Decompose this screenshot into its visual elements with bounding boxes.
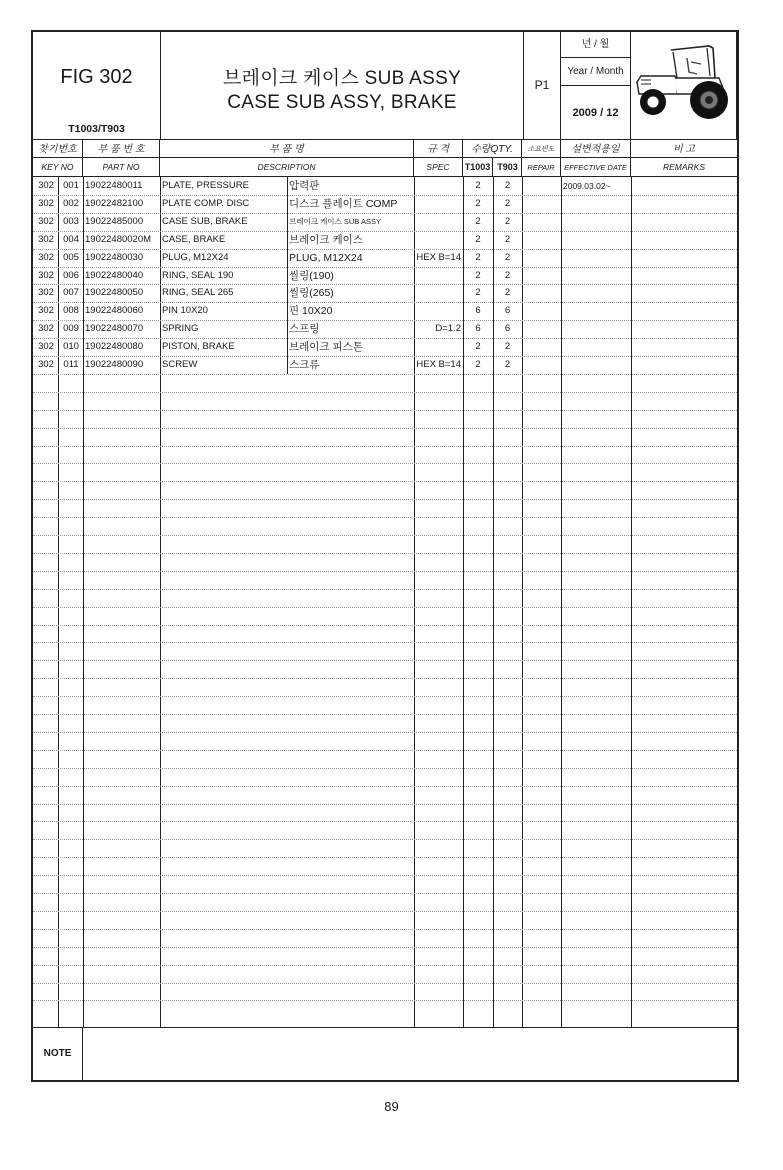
cell-remarks [633, 195, 737, 213]
row-divider [33, 625, 737, 626]
cell-spec [414, 302, 463, 320]
cell-fig: 302 [38, 305, 54, 317]
cell-q1: 6 [475, 323, 481, 335]
col-part-no-en: PART NO [102, 162, 140, 172]
col-description-ko: 부 품 명 [160, 142, 413, 158]
col-quantity [463, 140, 522, 176]
cell-spec: HEX B=14 [416, 251, 461, 263]
col-description-en: DESCRIPTION [257, 162, 316, 172]
col-repair-ko: 소요빈도 [522, 142, 560, 158]
cell-remarks [633, 249, 737, 267]
cell-q1: 2 [475, 180, 481, 191]
cell-desc-en: PLATE COMP. DISC [162, 197, 250, 209]
row-divider [33, 660, 737, 661]
row-divider [33, 714, 737, 715]
col-remarks-ko: 비 고 [631, 142, 737, 158]
cell-repair [522, 267, 561, 285]
cell-key: 004 [63, 233, 79, 245]
cell-spec [414, 177, 463, 195]
table-row [33, 249, 737, 267]
cell-remarks [633, 356, 737, 374]
column-header-row [33, 140, 737, 177]
cell-spec [414, 338, 463, 356]
row-divider [33, 589, 737, 590]
row-divider [33, 481, 737, 482]
row-divider [33, 947, 737, 948]
row-divider [33, 821, 737, 822]
row-divider [33, 517, 737, 518]
cell-effective [563, 338, 631, 356]
col-key-no-ko: 찾기번호 [33, 142, 82, 158]
col-remarks [631, 140, 737, 176]
cell-fig: 302 [38, 323, 54, 335]
cell-fig: 302 [38, 180, 54, 191]
cell-spec [414, 284, 463, 302]
col-key-no-en: KEY NO [41, 162, 74, 172]
year-month-label-ko: 년 / 월 [561, 32, 630, 58]
cell-part: 19022480070 [85, 323, 144, 335]
col-effective-en: EFFECTIVE DATE [564, 163, 627, 172]
row-divider [33, 1000, 737, 1001]
cell-q2: 2 [504, 341, 511, 353]
cell-desc-en: CASE, BRAKE [162, 233, 226, 245]
cell-effective [563, 231, 631, 249]
col-spec-en: SPEC [426, 162, 450, 172]
row-divider [33, 571, 737, 572]
table-row [33, 338, 737, 356]
cell-fig: 302 [38, 269, 54, 281]
cell-q1: 2 [475, 233, 481, 245]
cell-remarks [633, 302, 737, 320]
cell-key: 011 [63, 359, 79, 370]
page-code: P1 [534, 78, 550, 92]
cell-fig: 302 [38, 287, 54, 299]
cell-desc-en: PLUG, M12X24 [162, 251, 229, 263]
note-area [33, 1027, 737, 1080]
row-divider [33, 911, 737, 912]
cell-desc-ko: 씰링(190) [289, 269, 334, 282]
col-spec [414, 140, 463, 176]
cell-repair [522, 177, 561, 195]
cell-fig: 302 [38, 341, 54, 353]
cell-key: 005 [63, 251, 79, 263]
title-cell [161, 32, 524, 139]
cell-desc-en: SPRING [162, 323, 199, 335]
cell-q2: 6 [504, 305, 511, 317]
col-repair-en: REPAIR [527, 163, 555, 172]
cell-desc-ko: 브레이크 피스톤 [289, 341, 363, 354]
cell-repair [522, 338, 561, 356]
cell-repair [522, 195, 561, 213]
row-divider [33, 732, 737, 733]
row-divider [33, 446, 737, 447]
cell-desc-ko: PLUG, M12X24 [289, 251, 363, 264]
cell-spec [414, 195, 463, 213]
cell-desc-en: SCREW [162, 359, 198, 370]
cell-desc-ko: 브레이크 케이스 SUB ASSY [289, 216, 381, 226]
row-divider [33, 750, 737, 751]
year-month-value: 2009 / 12 [572, 107, 619, 119]
cell-q2: 2 [504, 197, 511, 209]
cell-key: 001 [63, 180, 79, 191]
row-divider [33, 983, 737, 984]
cell-remarks [633, 320, 737, 338]
year-month-label-en: Year / Month [561, 58, 630, 86]
cell-repair [522, 213, 561, 231]
cell-q2: 2 [504, 233, 511, 245]
cell-repair [522, 320, 561, 338]
table-row [33, 284, 737, 302]
cell-fig: 302 [38, 251, 54, 263]
cell-repair [522, 231, 561, 249]
cell-q2: 2 [504, 251, 511, 263]
cell-key: 009 [63, 323, 79, 335]
cell-q2: 6 [504, 323, 511, 335]
cell-q1: 2 [475, 251, 481, 263]
row-divider [33, 893, 737, 894]
col-effective-date [561, 140, 631, 176]
row-divider [33, 642, 737, 643]
col-quantity-ko: 수량QTY. [463, 142, 521, 158]
cell-part: 19022485000 [85, 215, 144, 227]
table-row [33, 213, 737, 231]
cell-desc-ko: 스크류 [289, 359, 320, 371]
cell-remarks [633, 231, 737, 249]
cell-remarks [633, 177, 737, 195]
tractor-icon [631, 32, 737, 140]
table-row [33, 320, 737, 338]
table-row [33, 177, 737, 195]
col-part-no-ko: 부 품 번 호 [83, 142, 159, 158]
row-divider [33, 374, 737, 375]
col-spec-ko: 규 격 [414, 142, 462, 158]
cell-q2: 2 [504, 269, 511, 281]
cell-desc-ko: 브레이크 케이스 [289, 233, 363, 246]
cell-q1: 2 [475, 341, 481, 353]
cell-q1: 2 [475, 215, 481, 227]
row-divider [33, 804, 737, 805]
cell-effective [563, 195, 631, 213]
note-label: NOTE [33, 1028, 83, 1080]
cell-desc-en: CASE SUB, BRAKE [162, 215, 248, 227]
col-remarks-en: REMARKS [662, 162, 706, 172]
cell-key: 010 [63, 341, 79, 353]
cell-part: 19022480011 [85, 180, 143, 191]
col-repair [522, 140, 561, 176]
cell-part: 19022480040 [85, 269, 144, 281]
row-divider [33, 428, 737, 429]
cell-repair [522, 249, 561, 267]
row-divider [33, 392, 737, 393]
row-divider [33, 553, 737, 554]
row-divider [33, 535, 737, 536]
cell-part: 19022480060 [85, 305, 144, 317]
cell-q2: 2 [504, 287, 511, 299]
col-part-no [83, 140, 160, 176]
cell-repair [522, 302, 561, 320]
cell-desc-ko: 디스크 플레이트 COMP [289, 197, 398, 210]
cell-desc-ko: 핀 10X20 [289, 305, 333, 318]
cell-repair [522, 284, 561, 302]
cell-repair [522, 356, 561, 374]
row-divider [33, 463, 737, 464]
cell-q1: 2 [475, 287, 481, 299]
cell-part: 19022482100 [85, 197, 144, 209]
cell-desc-en: PLATE, PRESSURE [162, 180, 249, 191]
year-month-cell [561, 32, 631, 139]
cell-remarks [633, 284, 737, 302]
cell-effective [563, 213, 631, 231]
row-divider [33, 929, 737, 930]
title-korean: 브레이크 케이스 SUB ASSY [222, 68, 462, 89]
table-row [33, 195, 737, 213]
cell-effective: 2009.03.02~ [563, 181, 611, 191]
cell-desc-en: RING, SEAL 190 [162, 269, 234, 281]
cell-effective [563, 249, 631, 267]
row-divider [33, 857, 737, 858]
cell-fig: 302 [38, 233, 54, 245]
row-divider [33, 410, 737, 411]
cell-desc-en: RING, SEAL 265 [162, 287, 234, 299]
col-qty-t903: T903 [497, 162, 518, 172]
cell-effective [563, 267, 631, 285]
cell-q1: 6 [475, 305, 481, 317]
figure-number: FIG 302 [60, 66, 133, 88]
row-divider [33, 607, 737, 608]
table-row [33, 231, 737, 249]
cell-part: 19022480030 [85, 251, 144, 263]
cell-part: 19022480050 [85, 287, 144, 299]
title-english: CASE SUB ASSY, BRAKE [227, 92, 457, 113]
table-row [33, 356, 737, 374]
cell-desc-en: PISTON, BRAKE [162, 341, 235, 353]
cell-part: 19022480080 [85, 341, 144, 353]
cell-remarks [633, 213, 737, 231]
row-divider [33, 678, 737, 679]
figure-cell [33, 32, 161, 139]
cell-q1: 2 [475, 269, 481, 281]
col-key-no [33, 140, 83, 176]
cell-part: 19022480090 [85, 359, 144, 370]
cell-effective [563, 356, 631, 374]
cell-q1: 2 [475, 197, 481, 209]
cell-desc-ko: 스프링 [289, 323, 320, 336]
cell-remarks [633, 338, 737, 356]
table-row [33, 267, 737, 285]
cell-spec: HEX B=14 [416, 359, 461, 370]
model-label: T1003/T903 [68, 123, 125, 135]
cell-key: 008 [63, 305, 79, 317]
row-divider [33, 786, 737, 787]
row-divider [33, 499, 737, 500]
cell-spec [414, 231, 463, 249]
cell-fig: 302 [38, 215, 54, 227]
cell-effective [563, 320, 631, 338]
cell-effective [563, 302, 631, 320]
cell-spec: D=1.2 [435, 323, 461, 335]
row-divider [33, 768, 737, 769]
cell-spec [414, 213, 463, 231]
col-description [160, 140, 414, 176]
page-number: 89 [384, 1099, 399, 1114]
cell-remarks [633, 267, 737, 285]
cell-part: 19022480020M [85, 233, 152, 245]
cell-desc-ko: 씰링(265) [289, 287, 334, 300]
row-divider [33, 696, 737, 697]
col-effective-ko: 설변적용일 [561, 142, 630, 158]
cell-q1: 2 [475, 359, 481, 370]
cell-q2: 2 [504, 215, 511, 227]
parts-list-sheet [31, 30, 739, 1082]
tractor-image [631, 32, 737, 139]
cell-spec [414, 267, 463, 285]
cell-fig: 302 [38, 359, 54, 370]
table-row [33, 302, 737, 320]
cell-effective [563, 284, 631, 302]
row-divider [33, 839, 737, 840]
cell-q2: 2 [504, 359, 511, 370]
page-code-cell [524, 32, 561, 139]
parts-table-body [33, 177, 737, 1027]
row-divider [33, 875, 737, 876]
sheet-header [33, 32, 737, 140]
cell-key: 006 [63, 269, 79, 281]
cell-q2: 2 [504, 180, 511, 191]
col-qty-t1003: T1003 [463, 158, 493, 177]
cell-fig: 302 [38, 197, 54, 209]
cell-key: 007 [63, 287, 79, 299]
cell-key: 003 [63, 215, 79, 227]
cell-key: 002 [63, 197, 79, 209]
cell-desc-en: PIN 10X20 [162, 305, 208, 317]
row-divider [33, 965, 737, 966]
cell-desc-ko: 압력판 [289, 180, 320, 192]
